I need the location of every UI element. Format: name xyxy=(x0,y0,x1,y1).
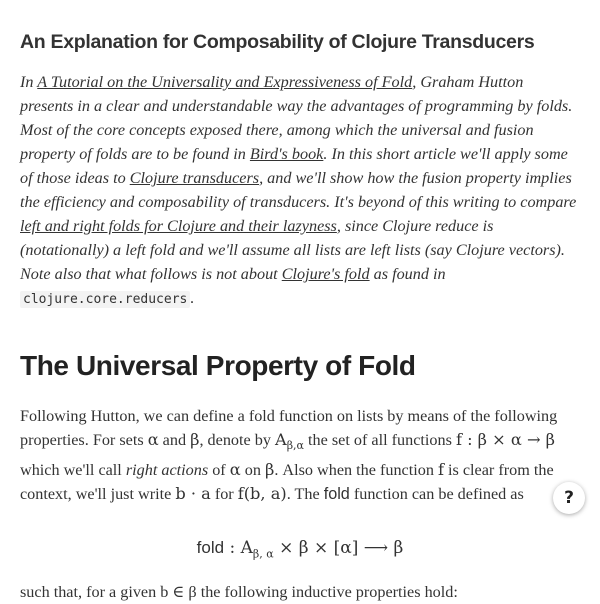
equation-sub: β, α xyxy=(252,547,274,561)
fold-fn: fold xyxy=(196,538,225,557)
math-f: f xyxy=(437,460,444,480)
article-subtitle: An Explanation for Composability of Clojure Transducers xyxy=(20,31,535,53)
emphasis-right-actions: right actions xyxy=(125,461,209,480)
intro-text: , and we'll show how the fusion property implies the efficiency and composability of transducers. It's beyond of this writing to compare xyxy=(20,169,577,211)
math-sub: β,α xyxy=(286,439,304,453)
body-text: Following Hutton, we can define a fold function on lists by means of the following properties. For sets xyxy=(20,407,558,449)
math-b-dot-a: b · a xyxy=(175,484,211,504)
fold-signature-equation xyxy=(20,538,580,560)
intro-text: In xyxy=(20,73,38,91)
math-alpha: α xyxy=(147,430,159,449)
math-fold-name: fold xyxy=(323,485,350,504)
math-b-in-beta: b ∈ β xyxy=(160,583,197,601)
body-text: of xyxy=(208,461,230,480)
math-f-b-a: f(b, a) xyxy=(237,484,287,504)
math-beta: β xyxy=(264,460,275,480)
body-text: on xyxy=(240,461,265,480)
body-text: the following inductive properties hold: xyxy=(196,583,458,601)
link-birds-book[interactable]: Bird's book xyxy=(249,145,324,163)
intro-text: , Graham Hutton presents in a clear and understandable way the advantages of programming by folds. Most of the core concepts exposed there, among which the universal and fusion property of folds are to be found in xyxy=(20,73,573,163)
link-clojure-transducers[interactable]: Clojure transducers xyxy=(129,169,260,187)
body-paragraph xyxy=(20,404,580,506)
body-text: for xyxy=(210,485,238,504)
link-left-right-folds[interactable]: left and right folds for Clojure and their lazyness xyxy=(20,217,337,235)
equation-colon: : xyxy=(224,538,241,558)
math-alpha: α xyxy=(229,460,241,480)
intro-text: as found in xyxy=(369,265,446,283)
math-action-set xyxy=(274,430,304,453)
body-text: , denote by xyxy=(199,431,275,449)
intro-text: , since Clojure reduce is (notationally) a left fold and we'll assume all lists are left lists (say Clojure vectors). Note also that what follows is not about xyxy=(20,217,565,283)
math-A: A xyxy=(274,430,287,449)
intro-text: . In this short article we'll apply some of those ideas to xyxy=(20,145,568,187)
help-button[interactable] xyxy=(553,482,585,514)
link-clojure-fold[interactable]: Clojure's fold xyxy=(281,265,370,283)
body-text: . The xyxy=(286,485,324,504)
math-f-signature: f : β × α → β xyxy=(455,430,556,449)
equation-rest: × β × [α] ⟶ β xyxy=(273,538,404,558)
intro-text: . xyxy=(190,289,195,307)
after-paragraph xyxy=(20,580,580,604)
inline-code: clojure.core.reducers xyxy=(20,291,190,308)
body-text: which we'll call xyxy=(20,461,126,480)
question-mark-icon: ? xyxy=(564,488,574,508)
body-text: is clear from the context, we'll just write xyxy=(20,461,554,504)
body-text: and xyxy=(158,431,191,449)
intro-paragraph xyxy=(20,70,580,312)
body-text: function can be defined as xyxy=(349,485,524,504)
body-text: . Also when the function xyxy=(274,461,438,480)
equation-A: A xyxy=(240,538,253,558)
body-text: the set of all functions xyxy=(303,431,456,449)
link-hutton-tutorial[interactable]: A Tutorial on the Universality and Expressiveness of Fold xyxy=(37,73,413,91)
section-title: The Universal Property of Fold xyxy=(20,350,416,381)
math-beta: β xyxy=(190,430,200,449)
body-text: such that, for a given xyxy=(20,583,161,601)
